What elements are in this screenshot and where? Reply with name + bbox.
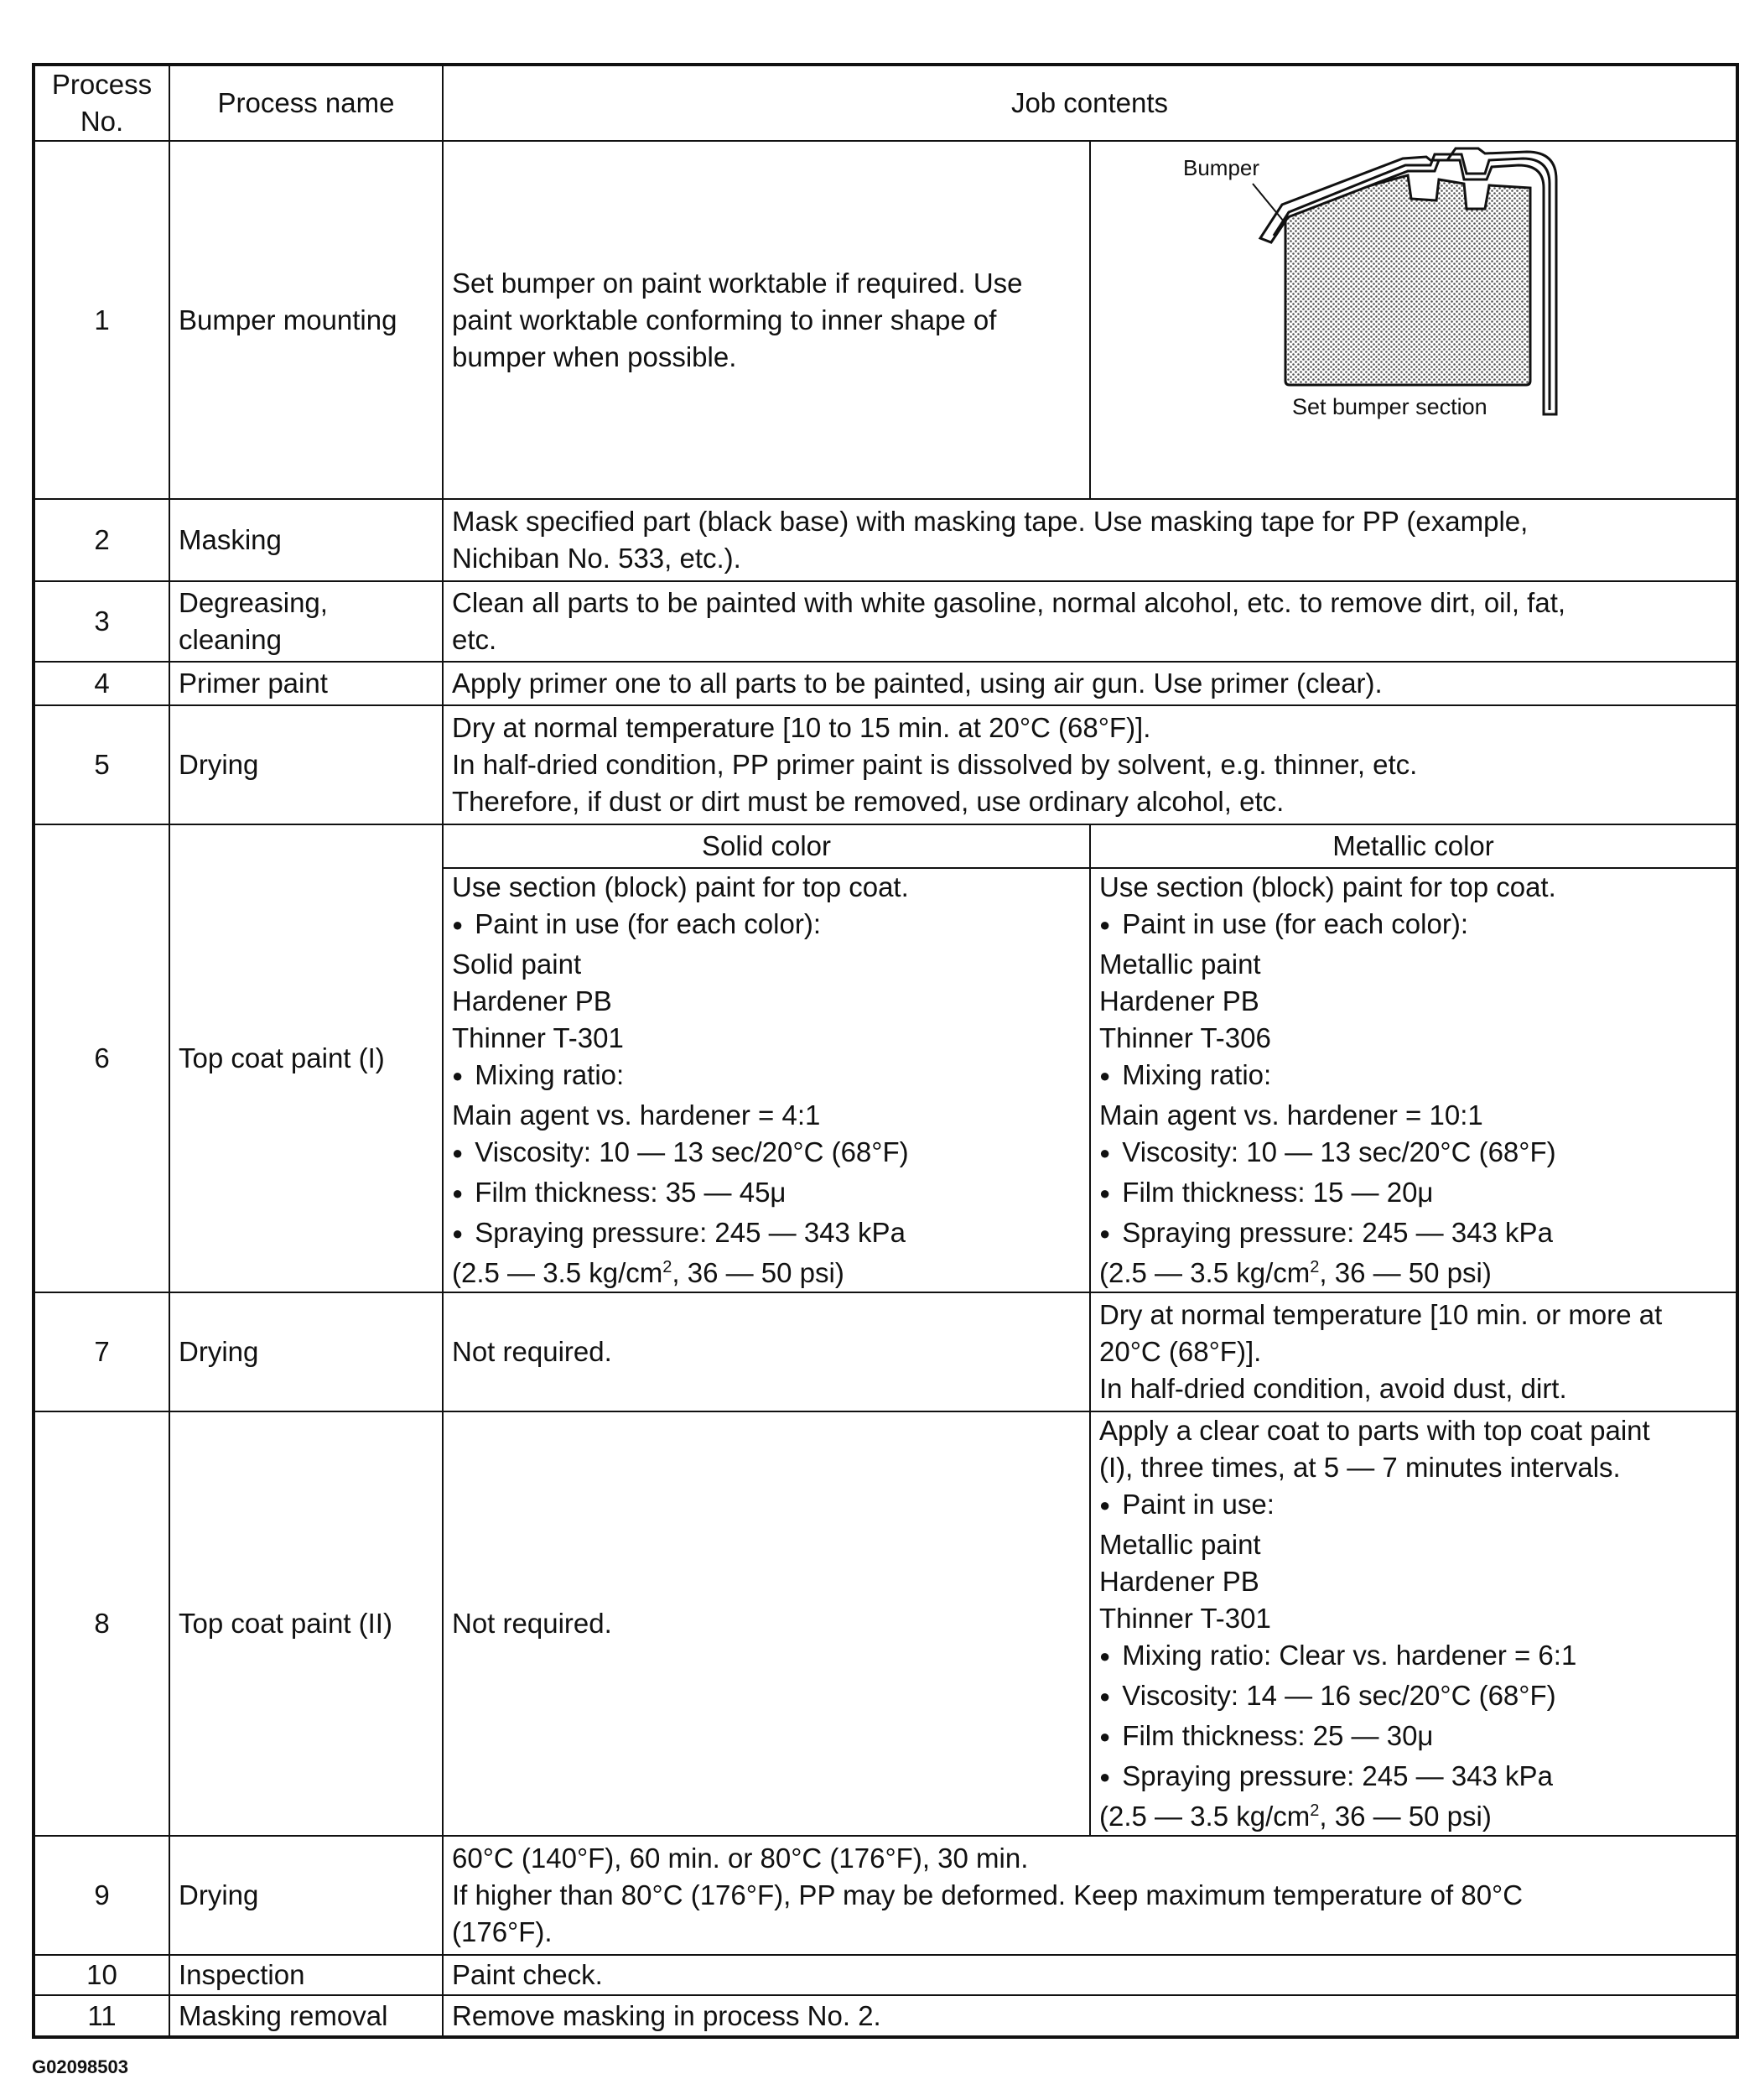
header-process-name: Process name [169,65,443,141]
process-number: 2 [34,499,169,581]
job-contents: Clean all parts to be painted with white gasoline, normal alcohol, etc. to remove dirt, oil, fat, etc. [443,581,1737,662]
metallic-color-contents: Apply a clear coat to parts with top coat paint (I), three times, at 5 — 7 minutes intervals. ● Paint in use: Metallic paint Hardener PB Thinner T-301 ● Mixing ratio: Clear vs. hardener = 6:1 ● Viscosity: 14 — 16 sec/20°C (68°F) ● Film thickness: 25 — 30μ ● Spraying pressure: 245 — 343 kPa (2.5 — 3.5 $kg/cm^2$, 36 — 50 psi) [1090,1411,1737,1836]
table-row [34,1836,1737,1955]
job-contents: Paint check. [443,1955,1737,1995]
solid-color-contents: Not required. [443,1411,1090,1836]
metallic-color-contents: Use section (block) paint for top coat. ● Paint in use (for each color): Metallic paint Hardener PB Thinner T-306 ● Mixing ratio: Main agent vs. hardener = 10:1 ● Viscosity: 10 — 13 sec/20°C (68°F) ● Film thickness: 15 — 20μ ● Spraying pressure: 245 — 343 kPa (2.5 — 3.5 $kg/cm^2$, 36 — 50 psi) [1090,868,1737,1292]
header-job-contents: Job contents [443,65,1737,141]
header-process-no: Process No. [34,65,169,141]
table-row [34,662,1737,705]
worktable-shape [1285,175,1530,385]
process-number: 8 [34,1411,169,1836]
process-name: Inspection [169,1955,443,1995]
job-contents: 60°C (140°F), 60 min. or 80°C (176°F), 30 min. If higher than 80°C (176°F), PP may be deformed. Keep maximum temperature of 80°C (176°F). [443,1836,1737,1955]
process-name: Drying [169,1836,443,1955]
process-number: 10 [34,1955,169,1995]
process-name: Top coat paint (II) [169,1411,443,1836]
process-number: 3 [34,581,169,662]
table-row [34,141,1737,499]
header-row [34,65,1737,141]
table-row [34,824,1737,868]
metallic-color-contents: Dry at normal temperature [10 min. or more at 20°C (68°F)]. In half-dried condition, avoid dust, dirt. [1090,1292,1737,1411]
process-name: Drying [169,1292,443,1411]
bumper-section-figure [1091,142,1738,489]
table-row [34,705,1737,824]
process-number: 6 [34,824,169,1292]
table-row [34,1955,1737,1995]
solid-color-contents: Not required. [443,1292,1090,1411]
bumper-figure-cell [1090,141,1737,499]
table-row [34,1995,1737,2037]
figure-code: G02098503 [32,2056,128,2077]
table-row [34,499,1737,581]
table-row [34,1411,1737,1836]
process-number: 11 [34,1995,169,2037]
process-table [32,63,1739,2039]
process-name: Masking removal [169,1995,443,2037]
process-name: Masking [169,499,443,581]
job-contents: Mask specified part (black base) with masking tape. Use masking tape for PP (example, Nichiban No. 533, etc.). [443,499,1737,581]
process-name: Bumper mounting [169,141,443,499]
process-name: Drying [169,705,443,824]
table-row [34,1292,1737,1411]
job-contents: Remove masking in process No. 2. [443,1995,1737,2037]
process-number: 7 [34,1292,169,1411]
process-name: Degreasing, cleaning [169,581,443,662]
process-number: 4 [34,662,169,705]
metallic-color-header: Metallic color [1090,824,1737,868]
job-contents: Apply primer one to all parts to be painted, using air gun. Use primer (clear). [443,662,1737,705]
figure-caption: Set bumper section [1292,394,1487,419]
solid-color-header: Solid color [443,824,1090,868]
solid-color-contents: Use section (block) paint for top coat. ● Paint in use (for each color): Solid paint Hardener PB Thinner T-301 ● Mixing ratio: Main agent vs. hardener = 4:1 ● Viscosity: 10 — 13 sec/20°C (68°F) ● Film thickness: 35 — 45μ ● Spraying pressure: 245 — 343 kPa (2.5 — 3.5 $kg/cm^2$, 36 — 50 psi) [443,868,1090,1292]
process-name: Primer paint [169,662,443,705]
process-name: Top coat paint (I) [169,824,443,1292]
bumper-callout-label: Bumper [1183,155,1260,180]
process-number: 9 [34,1836,169,1955]
table-row [34,581,1737,662]
process-number: 5 [34,705,169,824]
job-contents: Set bumper on paint worktable if required. Use paint worktable conforming to inner shape of bumper when possible. [443,141,1090,499]
process-number: 1 [34,141,169,499]
job-contents: Dry at normal temperature [10 to 15 min. at 20°C (68°F)]. In half-dried condition, PP primer paint is dissolved by solvent, e.g. thinner, etc. Therefore, if dust or dirt must be removed, use ordinary alcohol, etc. [443,705,1737,824]
